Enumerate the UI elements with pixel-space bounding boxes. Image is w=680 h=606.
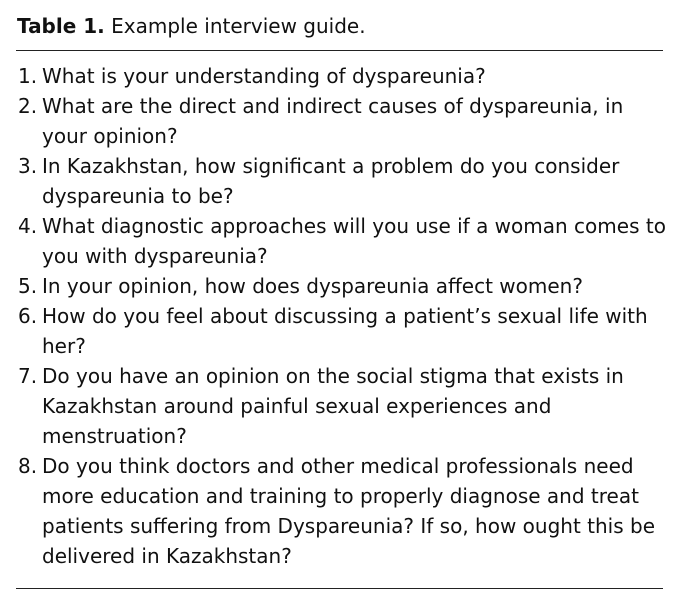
question-text: How do you feel about discussing a patient’s sexual life with her?: [42, 304, 648, 358]
question-item: [18, 271, 668, 301]
question-item: [18, 451, 668, 571]
question-number: 6.: [18, 304, 38, 328]
top-rule: [16, 50, 663, 51]
question-text: In Kazakhstan, how significant a problem do you consider dyspareunia to be?: [42, 154, 620, 208]
question-text: What diagnostic approaches will you use if a woman comes to you with dyspareunia?: [42, 214, 666, 268]
question-number: 5.: [18, 274, 38, 298]
question-item: [18, 61, 668, 91]
question-number: 1.: [18, 64, 38, 88]
question-item: [18, 91, 668, 151]
question-item: [18, 151, 668, 211]
question-item: [18, 361, 668, 451]
question-number: 7.: [18, 364, 38, 388]
table-label: Table 1.: [17, 14, 105, 38]
table-title: Example interview guide.: [111, 14, 366, 38]
question-text: In your opinion, how does dyspareunia affect women?: [42, 274, 583, 298]
question-number: 4.: [18, 214, 38, 238]
question-item: [18, 211, 668, 271]
question-text: Do you have an opinion on the social stigma that exists in Kazakhstan around painful sexual experiences and menstruation?: [42, 364, 624, 448]
question-number: 3.: [18, 154, 38, 178]
question-list: [18, 61, 668, 571]
question-number: 2.: [18, 94, 38, 118]
question-number: 8.: [18, 454, 38, 478]
question-text: What are the direct and indirect causes of dyspareunia, in your opinion?: [42, 94, 624, 148]
table-caption: [17, 12, 366, 40]
bottom-rule: [16, 588, 663, 589]
question-text: What is your understanding of dyspareunia?: [42, 64, 486, 88]
question-text: Do you think doctors and other medical professionals need more education and training to properly diagnose and treat patients suffering from Dyspareunia? If so, how ought this be delivered in Kazakhstan?: [42, 454, 655, 568]
question-item: [18, 301, 668, 361]
